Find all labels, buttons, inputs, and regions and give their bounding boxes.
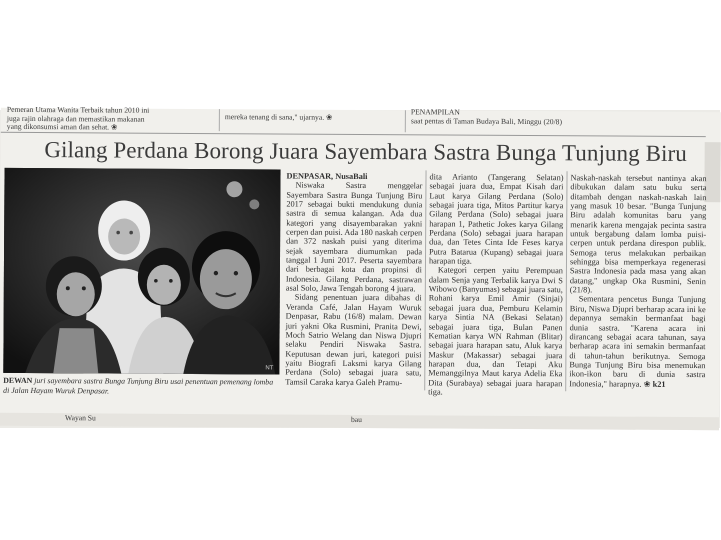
- article-paragraph: dita Arianto (Tangerang Selatan) sebagai juara dua, Empat Kisah dari Laut karya Gilang Perdana (Solo) sebagai juara tiga, Mitos Partitur karya Gilang Perdana (Solo) sebagai juara harapan 1, Pathetic Jokes karya Gilang Perdana (Solo) sebagai juara harapan dua, dan Tetes Cinta Ide Feses karya Putra Batarua (Kupang) sebagai juara harapan tiga.: [428, 172, 564, 266]
- photo-credit: NT: [265, 365, 274, 372]
- top-strip-text: mereka tenang di sana," ujarnya.: [224, 112, 325, 122]
- article-text: Sementara pencetus Bunga Tunjung Biru, Niswa Djupri berharap acara ini ke depannya semakin bermanfaat bagi dunia sastra. "Karena acara ini dirancang sebagai acara tahunan, saya berharap acara ini semakin bermanfaat di tahun-tahun berikutnya. Semoga Bunga Tunjung Biru bisa menemukan ikon-ikon baru di dunia sastra Indonesia," harapnya.: [569, 294, 706, 389]
- newspaper-page: [0, 104, 721, 430]
- article-column-2: [428, 172, 563, 397]
- top-strip-mid: [225, 113, 333, 122]
- headline: Gilang Perdana Borong Juara Sayembara Sastra Bunga Tunjung Biru: [44, 137, 687, 166]
- author-signature: k21: [652, 379, 666, 389]
- column-divider: [405, 110, 406, 132]
- top-strip-line: juga rajin olahraga dan memastikan makanan: [6, 113, 145, 124]
- caption-lead: DEWAN: [3, 375, 33, 386]
- caption-text: juri sayembara sastra Bunga Tunjung Biru usai penentuan pemenang lomba di Jalan Hayam Wuruk Denpasar.: [3, 376, 274, 395]
- article-column-1: [285, 172, 422, 388]
- article-paragraph: Naskah-naskah tersebut nantinya akan dibukukan dalam satu buku serta ditambah dengan naskah-naskah lain yang masuk 10 besar. "Bunga Tunjung Biru adalah komunitas baru yang menarik karena mengajak pecinta sastra untuk bergabung dalam lomba puisi-cerpen untuk perdana direspon publik. Semoga terus melakukan perbaikan sehingga bisa memperkaya regenerasi Sastra Indonesia pada masa yang akan datang," ungkap Oka Rusmini, Senin (21/8).: [569, 173, 707, 295]
- top-strip-text: yang dikonsumsi aman dan sehat.: [6, 122, 110, 132]
- top-divider: [1, 132, 706, 137]
- photo-caption: [3, 376, 279, 397]
- logo-mark-icon: ❀: [643, 379, 651, 389]
- column-divider: [565, 171, 567, 391]
- newspaper-clipping: [0, 104, 720, 428]
- jury-photo: [3, 168, 280, 375]
- column-divider: [424, 170, 426, 390]
- article-column-3: [569, 173, 706, 389]
- photo-illustration: [3, 168, 280, 375]
- dateline: DENPASAR, NusaBali: [286, 171, 368, 182]
- top-strip-left: [7, 106, 150, 133]
- column-divider: [219, 109, 220, 131]
- top-strip-line: saat pentas di Taman Budaya Bali, Minggu (20/8): [410, 115, 563, 126]
- article-paragraph: Niswaka Sastra menggelar Sayembara Sastra Bunga Tunjung Biru 2017 sebagai bukti mendukung dunia sastra di semua kalangan. Ada dua kategori yang disayembarakan yakni cerpen dan puisi. Ada 180 naskah cerpen dan 372 naskah puisi yang diterima sejak sayembara diumumkan pada tanggal 1 Juni 2017. Peserta sayembara dari berbagai kota dan propinsi di Indonesia. Gilang Perdana, sastrawan asal Solo, Jawa Tengah borong 4 juara.: [285, 180, 423, 294]
- top-strip-right: [411, 108, 562, 126]
- bottom-strip: [0, 413, 719, 430]
- top-strip-line: [225, 113, 333, 122]
- page-edge: [704, 142, 720, 202]
- top-strip-line: Pemeran Utama Wanita Terbaik tahun 2010 ini: [6, 104, 150, 115]
- article-paragraph: Kategori cerpen yaitu Perempuan dalam Senja yang Terbalik karya Dwi S Wibowo (Banyumas) sebagai juara satu, Rohani karya Emil Amir (Sinjai) sebagai juara dua, Pemburu Kelamin karya Sintia NA (Bekasi Selatan) sebagai juara tiga, Bulan Panen Kematian karya WN Rahman (Blitar) sebagai juara harapan satu, Aluk karya Maskur (Makassar) sebagai juara harapan dua, dan Tetapi Aku Memanggilnya Maut karya Adelia Eka Dita (Surabaya) sebagai juara harapan tiga.: [428, 265, 563, 397]
- logo-mark-icon: ❀: [325, 112, 333, 122]
- logo-mark-icon: ❀: [110, 122, 118, 132]
- bottom-strip-text: Wayan Su: [65, 413, 96, 423]
- article-paragraph: [569, 295, 706, 389]
- article-paragraph: Sidang penentuan juara dibahas di Veranda Café, Jalan Hayam Wuruk Denpasar, Rabu (16/8) malam. Dewan juri yakni Oka Rusmini, Pranita Dewi, Moch Satrio Welang dan Niswa Djupri selaku Pendiri Niswaka Sastra. Keputusan dewan juri, kategori puisi yaitu Biografi Laksmi karya Gilang Perdana (Solo) sebagai juara satu, Tamsil Caraka karya Galeh Pramu-: [285, 293, 422, 387]
- bottom-strip-text: bau: [350, 414, 363, 425]
- top-strip-line: PENAMPILAN: [410, 107, 460, 117]
